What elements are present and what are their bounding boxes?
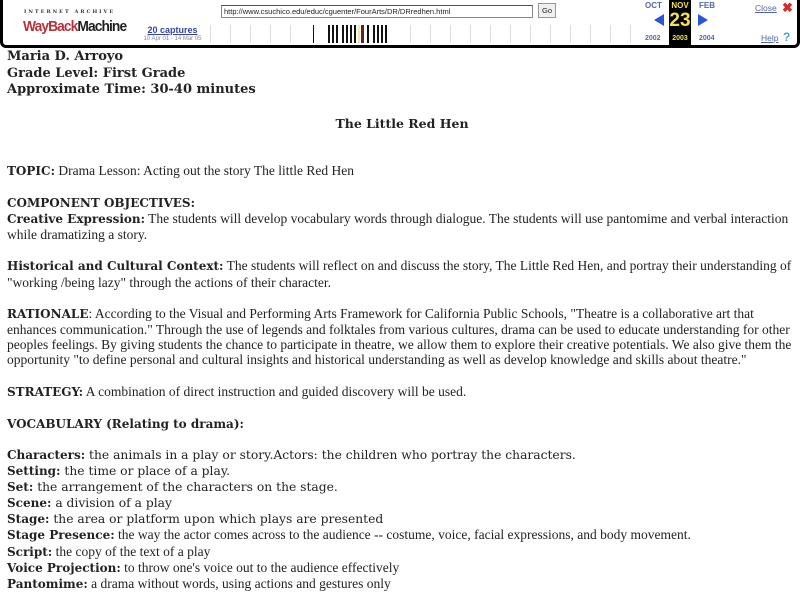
capture-bar <box>350 25 352 43</box>
year-divider <box>590 25 591 43</box>
grade-level: Grade Level: First Grade <box>7 65 186 81</box>
current-month: NOV <box>671 1 689 10</box>
vocab-item: Setting: the time or place of a play. <box>7 463 231 478</box>
topic-text: Drama Lesson: Acting out the story The little Red Hen <box>55 162 354 178</box>
capture-bar <box>367 25 369 43</box>
close-icon[interactable]: ✖ <box>782 0 793 15</box>
capture-calendar <box>643 0 723 45</box>
close-link[interactable]: Close <box>755 3 777 13</box>
year-divider <box>490 25 491 43</box>
captures-date-range: 10 Apr 01 - 14 Mar 05 <box>143 36 202 42</box>
vocab-item: Pantomime: a drama without words, using actions and gestures only <box>7 576 391 592</box>
rationale-label: RATIONALE <box>7 306 89 321</box>
year-divider <box>610 25 611 43</box>
logo-wordmark: WayBackMachine <box>23 18 127 35</box>
prev-year-link[interactable]: 2002 <box>645 35 661 42</box>
capture-bar <box>373 25 375 43</box>
year-divider <box>450 25 451 43</box>
wayback-logo[interactable] <box>21 6 127 40</box>
vocab-item: Voice Projection: to throw one's voice out to the audience effectively <box>7 559 400 575</box>
go-button[interactable]: Go <box>538 3 556 18</box>
logo-internet-archive-text: INTERNET ARCHIVE <box>24 9 116 15</box>
topic-paragraph <box>7 163 797 179</box>
current-capture-date <box>669 0 691 45</box>
lesson-title: The Little Red Hen <box>335 115 469 131</box>
help-link[interactable]: Help <box>761 33 779 43</box>
vocabulary-list <box>7 448 797 592</box>
topic-label: TOPIC: <box>7 163 55 178</box>
capture-bar <box>377 25 379 43</box>
year-divider <box>530 25 531 43</box>
current-day: 23 <box>669 10 691 31</box>
capture-bar <box>328 25 330 43</box>
next-year-link[interactable]: 2004 <box>699 35 715 42</box>
year-divider <box>270 25 271 43</box>
capture-bar <box>332 25 334 43</box>
strategy-paragraph <box>7 384 797 400</box>
captures-info <box>135 25 210 42</box>
strategy-label: STRATEGY: <box>7 384 84 399</box>
lesson-plan-document <box>7 49 797 592</box>
capture-bar-highlight <box>358 25 360 43</box>
wayback-toolbar <box>0 0 800 48</box>
capture-sparkline[interactable] <box>210 22 635 45</box>
year-divider <box>630 25 631 43</box>
year-divider <box>250 25 251 43</box>
year-divider <box>550 25 551 43</box>
vocab-item: Script: the copy of the text of a play <box>7 543 211 559</box>
url-input[interactable]: http://www.csuchico.edu/educ/cguenter/FourArts/DR/DRredhen.html <box>221 5 533 18</box>
vocab-item: Scene: a division of a play <box>7 495 172 510</box>
next-month-link[interactable]: FEB <box>699 1 715 10</box>
vocabulary-heading: VOCABULARY (Relating to drama): <box>7 416 244 431</box>
creative-expression-text: The students will develop vocabulary words through dialogue. The students will use pantomime and verbal interaction while dramatizing a story. <box>7 210 789 243</box>
vocab-item: Set: the arrangement of the characters on the stage. <box>7 479 338 494</box>
capture-bar <box>346 25 348 43</box>
vocab-item: Stage: the area or platform upon which plays are presented <box>7 511 384 526</box>
year-divider <box>410 25 411 43</box>
year-divider <box>430 25 431 43</box>
year-divider <box>290 25 291 43</box>
vocab-item: Characters: the animals in a play or story.Actors: the children who portray the characters. <box>7 447 576 462</box>
author-name: Maria D. Arroyo <box>7 49 124 64</box>
help-icon[interactable]: ? <box>783 30 791 44</box>
current-year: 2003 <box>672 35 688 42</box>
captures-link[interactable]: 20 captures <box>147 25 198 35</box>
year-divider <box>230 25 231 43</box>
historical-context-label: Historical and Cultural Context: <box>7 259 224 274</box>
capture-bar <box>385 25 387 43</box>
vocab-item: Stage Presence: the way the actor comes across to the audience -- costume, voice, facial expressions, and body movement. <box>7 527 691 543</box>
year-divider <box>570 25 571 43</box>
historical-context-text: The students will reflect on and discuss the story, The Little Red Hen, and portray their understanding of "working /being lazy" through the actions of their character. <box>7 258 792 290</box>
creative-expression-paragraph <box>7 211 797 242</box>
strategy-text: A combination of direct instruction and guided discovery will be used. <box>83 383 467 399</box>
year-divider <box>210 25 211 43</box>
historical-context-paragraph <box>7 258 797 289</box>
year-divider <box>510 25 511 43</box>
creative-expression-label: Creative Expression: <box>7 211 146 226</box>
capture-bar <box>313 25 314 43</box>
next-capture-arrow-icon[interactable] <box>698 14 708 26</box>
capture-bar <box>342 25 344 43</box>
prev-capture-arrow-icon[interactable] <box>654 14 664 26</box>
capture-bar <box>336 25 338 43</box>
approximate-time: Approximate Time: 30-40 minutes <box>7 82 256 97</box>
capture-bar <box>381 25 383 43</box>
capture-bar <box>354 25 356 43</box>
objectives-heading: COMPONENT OBJECTIVES: <box>7 195 196 210</box>
capture-bar-current <box>361 25 364 43</box>
year-divider <box>470 25 471 43</box>
rationale-paragraph <box>7 306 797 368</box>
rationale-text: : According to the Visual and Performing Arts Framework for California Public Schools, "Theatre is a collaborative art that enhances communication." Through the use of legends and folktales from various cultures, drama can be used to educate understanding for other peoples feelings. By giving students the chance to participate in theatre, we allow them to explore their creative potentials. We also give them the opportunity "to define personal and cultural insights and historical understanding as well as develop knowledge and skills about theatre." <box>7 305 792 368</box>
prev-month-link[interactable]: OCT <box>645 1 662 10</box>
